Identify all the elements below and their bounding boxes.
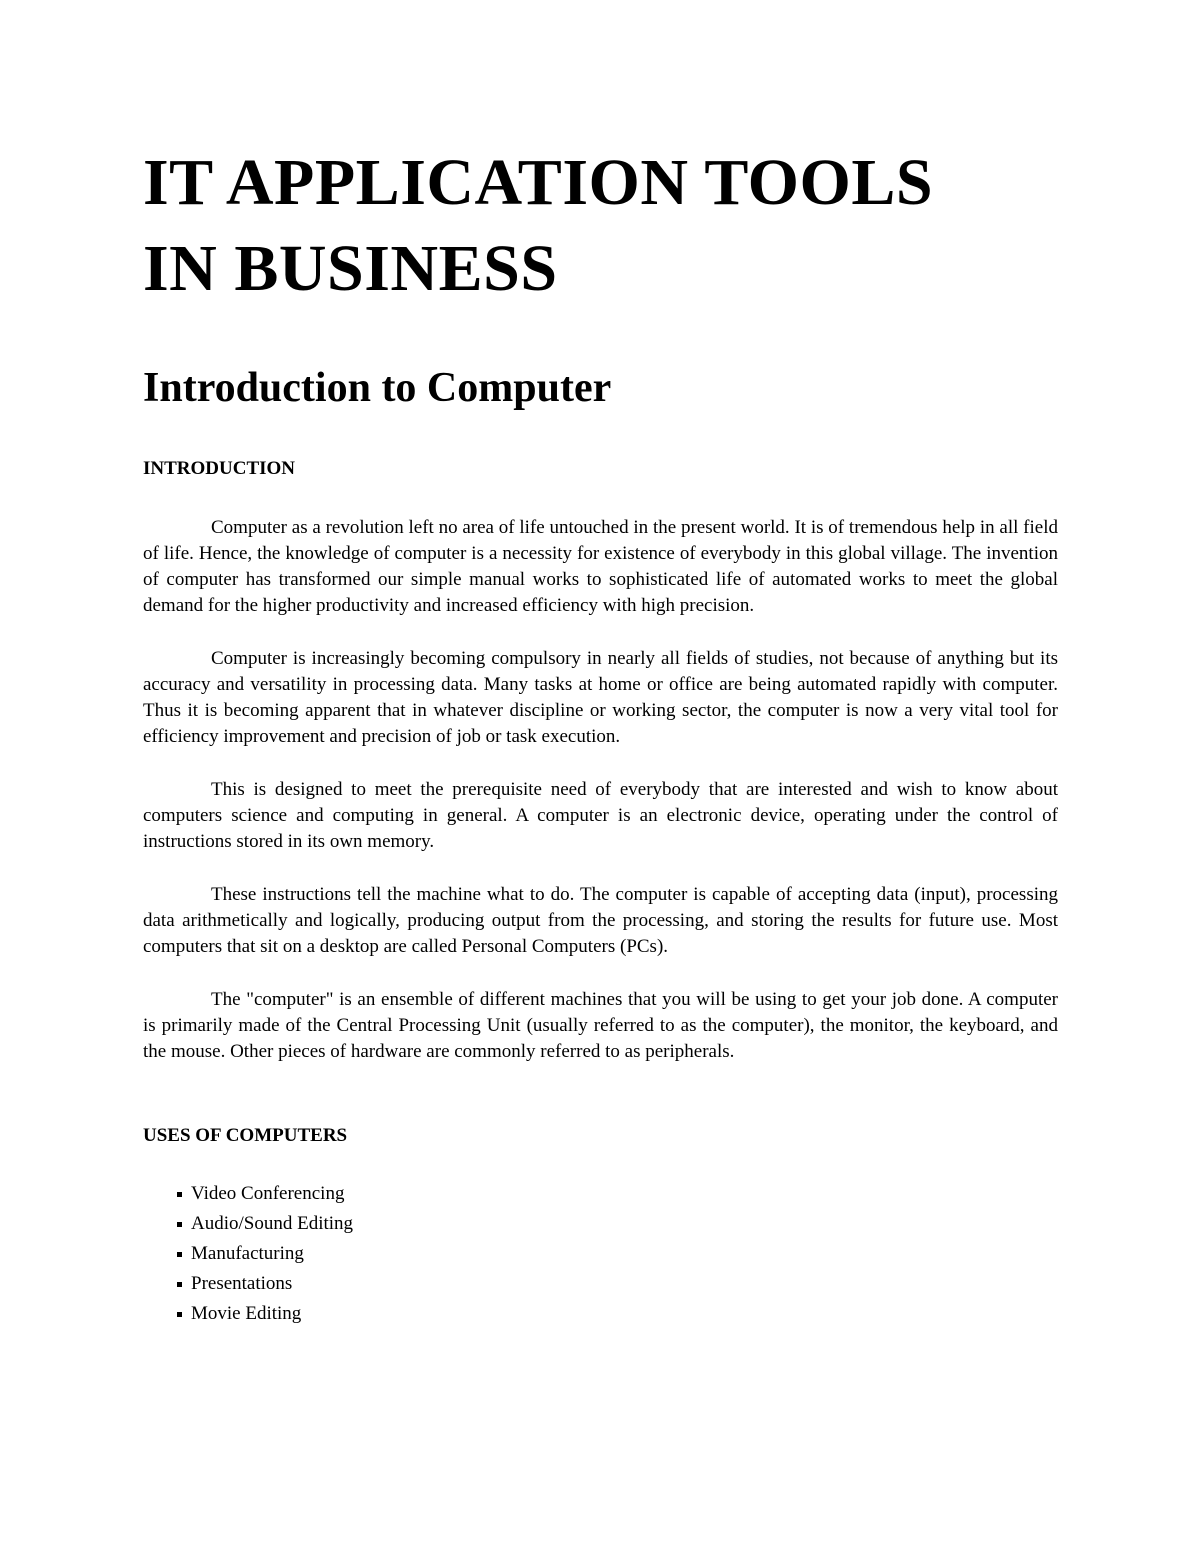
section-heading-introduction: INTRODUCTION bbox=[143, 458, 296, 479]
paragraph: Computer is increasingly becoming compulsory in nearly all fields of studies, not because of anything but its accuracy and versatility in processing data. Many tasks at home or office are being automated rapidly with computer. Thus it is becoming apparent that in whatever discipline or working sector, the computer is now a very vital tool for efficiency improvement and precision of job or task execution. bbox=[143, 648, 1058, 747]
bullet-icon bbox=[177, 1192, 182, 1197]
document-subtitle: Introduction to Computer bbox=[143, 365, 612, 411]
list-item-label: Presentations bbox=[191, 1273, 293, 1294]
title-line-2: IN BUSINESS bbox=[143, 232, 558, 305]
bullet-icon bbox=[177, 1282, 182, 1287]
list-item bbox=[177, 1179, 1058, 1209]
uses-list bbox=[143, 1179, 1058, 1329]
list-item-label: Manufacturing bbox=[191, 1243, 304, 1264]
list-item bbox=[177, 1209, 1058, 1239]
list-item-label: Audio/Sound Editing bbox=[191, 1213, 354, 1234]
paragraph: These instructions tell the machine what to do. The computer is capable of accepting data (input), processing data arithmetically and logically, producing output from the processing, and storing the results for future use. Most computers that sit on a desktop are called Personal Computers (PCs). bbox=[143, 884, 1058, 957]
document-body bbox=[143, 140, 1058, 1329]
paragraph: Computer as a revolution left no area of life untouched in the present world. It is of tremendous help in all field of life. Hence, the knowledge of computer is a necessity for existence of everybody in this global village. The invention of computer has transformed our simple manual works to sophisticated life of automated works to meet the global demand for the higher productivity and increased efficiency with high precision. bbox=[143, 517, 1058, 616]
bullet-icon bbox=[177, 1222, 182, 1227]
list-item-label: Video Conferencing bbox=[191, 1183, 345, 1204]
paragraph: The "computer" is an ensemble of different machines that you will be using to get your job done. A computer is primarily made of the Central Processing Unit (usually referred to as the computer), the monitor, the keyboard, and the mouse. Other pieces of hardware are commonly referred to as peripherals. bbox=[143, 989, 1058, 1062]
title-line-1: IT APPLICATION TOOLS bbox=[143, 146, 934, 219]
list-item bbox=[177, 1299, 1058, 1329]
list-item-label: Movie Editing bbox=[191, 1303, 302, 1324]
list-item bbox=[177, 1239, 1058, 1269]
bullet-icon bbox=[177, 1252, 182, 1257]
document-title bbox=[143, 140, 1058, 312]
section-heading-uses: USES OF COMPUTERS bbox=[143, 1125, 348, 1146]
bullet-icon bbox=[177, 1312, 182, 1317]
paragraph: This is designed to meet the prerequisite need of everybody that are interested and wish to know about computers science and computing in general. A computer is an electronic device, operating under the control of instructions stored in its own memory. bbox=[143, 779, 1058, 852]
list-item bbox=[177, 1269, 1058, 1299]
